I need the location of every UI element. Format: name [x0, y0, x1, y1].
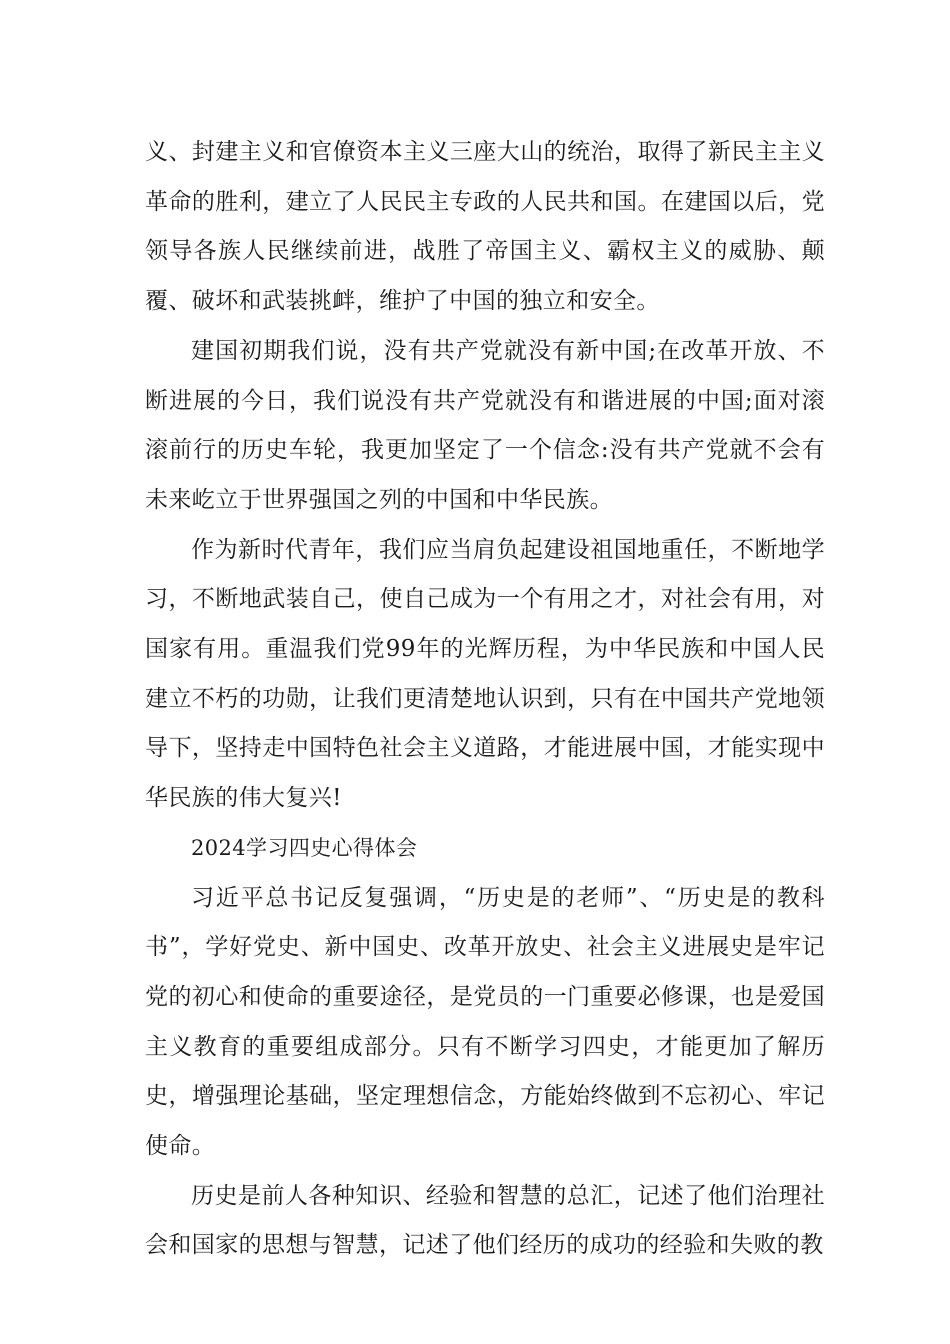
document-body	[145, 128, 825, 1271]
paragraph-founding: 建国初期我们说，没有共产党就没有新中国;在改革开放、不断进展的今日，我们说没有共产党就没有和谐进展的中国;面对滚滚前行的历史车轮，我更加坚定了一个信念:没有共产党就不会有未来屹立于世界强国之列的中国和中华民族。	[145, 337, 825, 513]
paragraph-history-wisdom: 历史是前人各种知识、经验和智慧的总汇，记述了他们治理社会和国家的思想与智慧，记述了他们经历的成功的经验和失败的教	[145, 1182, 825, 1259]
section-title: 2024学习四史心得体会	[191, 835, 418, 860]
paragraph-youth: 作为新时代青年，我们应当肩负起建设祖国地重任，不断地学习，不断地武装自己，使自己成为一个有用之才，对社会有用，对国家有用。重温我们党99年的光辉历程，为中华民族和中国人民建立不朽的功勋，让我们更清楚地认识到，只有在中国共产党地领导下，坚持走中国特色社会主义道路，才能进展中国，才能实现中华民族的伟大复兴!	[145, 536, 825, 812]
paragraph-continuation: 义、封建主义和官僚资本主义三座大山的统治，取得了新民主主义革命的胜利，建立了人民民主专政的人民共和国。在建国以后，党领导各族人民继续前进，战胜了帝国主义、霸权主义的威胁、颠覆、破坏和武装挑衅，维护了中国的独立和安全。	[145, 139, 825, 315]
paragraph-four-histories: 习近平总书记反复强调，“历史是的老师”、“历史是的教科书”，学好党史、新中国史、改革开放史、社会主义进展史是牢记党的初心和使命的重要途径，是党员的一门重要必修课，也是爱国主义教育的重要组成部分。只有不断学习四史，才能更加了解历史，增强理论基础，坚定理想信念，方能始终做到不忘初心、牢记使命。	[145, 884, 825, 1160]
